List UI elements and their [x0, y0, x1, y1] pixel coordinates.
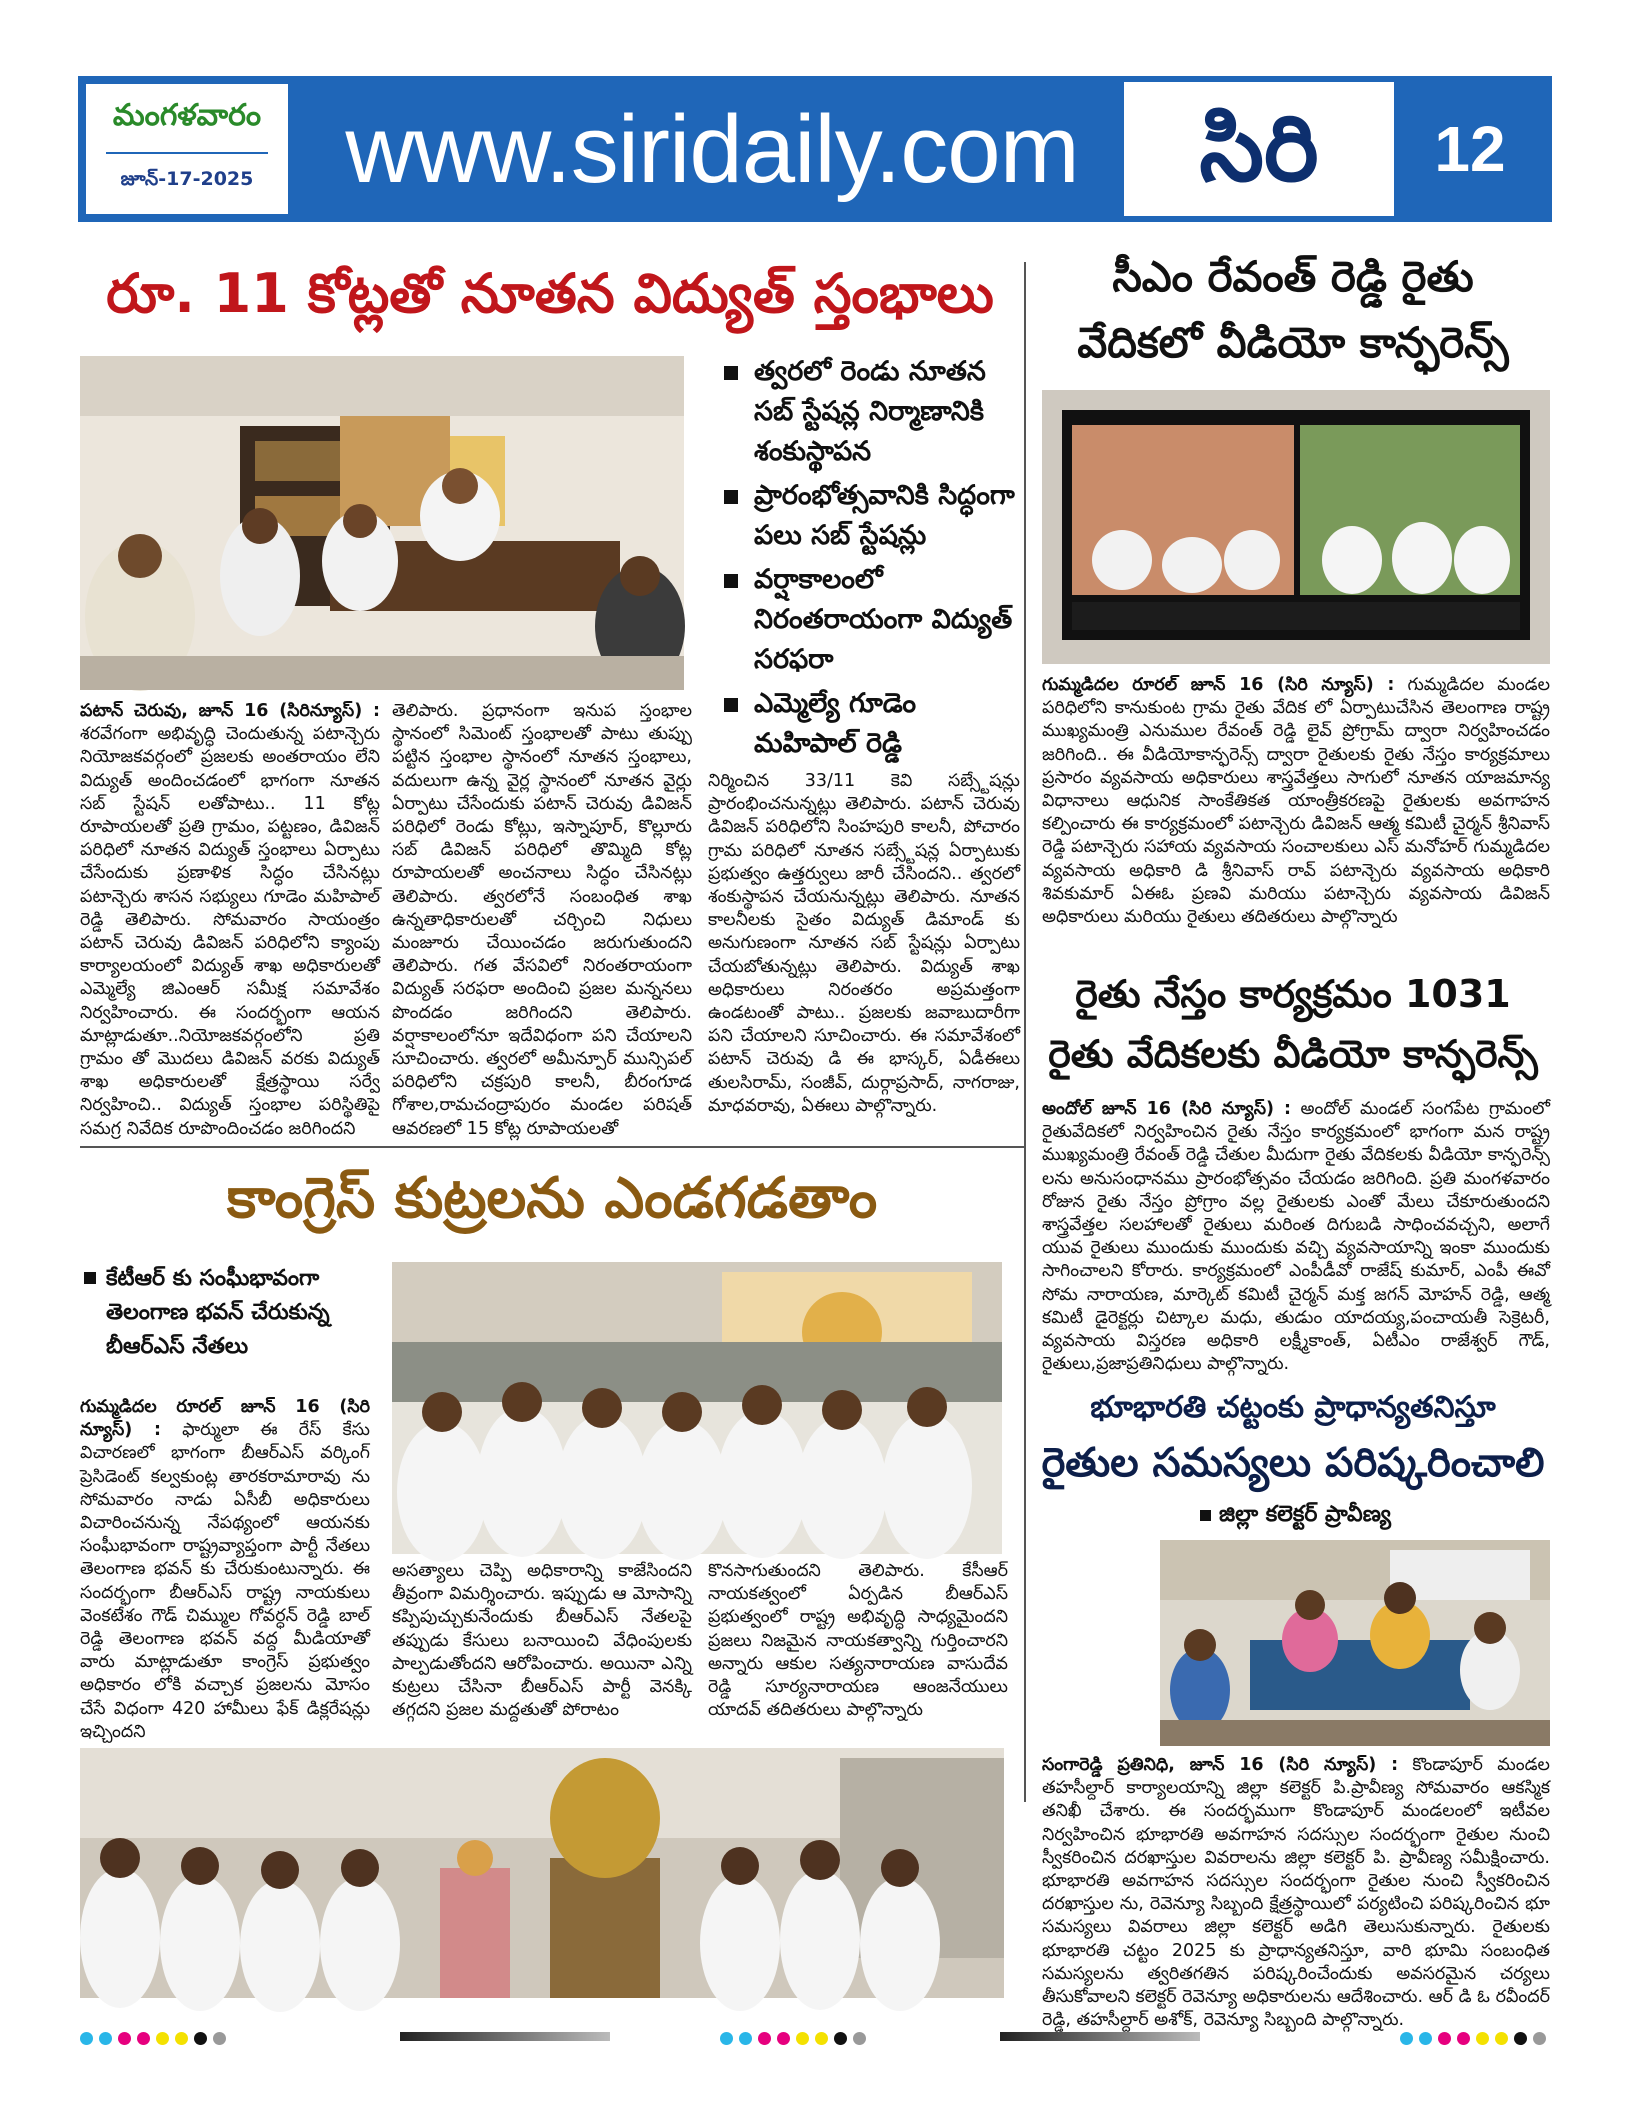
story-dateline: పటాన్ చెరువు, జూన్ 16 (సిరిన్యూస్) :: [80, 701, 380, 721]
headline-bhubharati: రైతుల సమస్యలు పరిష్కరించాలి: [1041, 1440, 1545, 1486]
bullet-square: [1200, 1510, 1211, 1521]
headline-power-poles: రూ. 11 కోట్లతో నూతన విద్యుత్ స్తంభాలు: [106, 262, 994, 325]
photo-collector-inspection: [1160, 1540, 1550, 1746]
day-name: మంగళవారం: [112, 98, 262, 133]
issue-date: జూన్-17-2025: [120, 168, 254, 190]
story-text: శరవేగంగా అభివృద్ధి చెందుతున్న పటాన్చెరు నియోజకవర్గంలో ప్రజలకు అంతరాయం లేని విద్యుత్ అందించడంలో భాగంగా నూతన సబ్ స్టేషన్ లతోపాటు.. 11 కోట్ల రూపాయలతో ప్రతి గ్రామం, పట్టణం, డివిజన్ పరిధిలో నూతన విద్యుత్ స్తంభాలు ఏర్పాటు చేసేందుకు ప్రణాళిక సిద్ధం చేసినట్లు పటాన్చెరు శాసన సభ్యులు గూడెం మహిపాల్ రెడ్డి తెలిపారు. సోమవారం సాయంత్రం పటాన్ చెరువు డివిజన్ పరిధిలోని క్యాంపు కార్యాలయంలో విద్యుత్ శాఖ అధికారులతో ఎమ్మెల్యే జిఎంఆర్ సమీక్ష సమావేశం నిర్వహించారు. ఈ సందర్భంగా ఆయన మాట్లాడుతూ..నియోజకవర్గంలోని ప్రతి గ్రామం తో మొదలు డివిజన్ వరకు విద్యుత్ శాఖ అధికారులతో క్షేత్రస్థాయి సర్వే నిర్వహించి.. విద్యుత్ స్తంభాల పరిస్థితిపై సమగ్ర నివేదిక రూపొందించడం జరిగిందని: [80, 724, 380, 1139]
power-story-highlights: [720, 352, 1020, 768]
rythu-story-body: [1042, 1098, 1550, 1378]
gray-scale-bar-left: [400, 2032, 610, 2041]
highlight-text: జిల్లా కలెక్టర్ ప్రావీణ్య: [1219, 1502, 1391, 1527]
story-dateline: గుమ్మడిదల రూరల్ జూన్ 16 (సిరి న్యూస్) :: [80, 1397, 370, 1441]
bhubharati-story-body: [1042, 1754, 1550, 2031]
color-registration-dots-left: [80, 2030, 232, 2049]
column-divider: [1024, 262, 1026, 1802]
story-dateline: గుమ్మడిదల రూరల్ జూన్ 16 (సిరి న్యూస్) :: [1042, 675, 1395, 695]
highlight-item: వర్షాకాలంలో నిరంతరాయంగా విద్యుత్ సరఫరా: [720, 560, 1020, 680]
power-story-col3: నిర్మించిన 33/11 కెవి సబ్స్టేషన్లు ప్రారంభించనున్నట్లు తెలిపారు. పటాన్ చెరువు డివిజన్ పరిధిలోని సింహపురి కాలనీ, పోచారం గ్రామ పరిధిలో నూతన సబ్స్టేషన్ల ఏర్పాటుకు ప్రభుత్వం ఉత్తర్వులు జారీ చేసిందని.. త్వరలో శంకుస్థాపన చేయనున్నట్లు తెలిపారు. నూతన కాలనీలకు సైతం విద్యుత్ డిమాండ్ కు అనుగుణంగా నూతన సబ్ స్టేషన్లు ఏర్పాటు చేయబోతున్నట్లు తెలిపారు. విద్యుత్ శాఖ అధికారులు నిరంతరం అప్రమత్తంగా ఉండటంతో పాటు.. ప్రజలకు జవాబుదారీగా పని చేయాలని సూచించారు. ఈ సమావేశంలో పటాన్ చెరువు డి ఈ భాస్కర్, ఏడీఈలు తులసిరామ్, సంజీవ్, దుర్గాప్రసాద్, నాగరాజు, మాధవరావు, ఏఈలు పాల్గొన్నారు.: [708, 771, 1020, 1116]
story-text: ఫార్ములా ఈ రేస్ కేసు విచారణలో భాగంగా బీఆర్ఎస్ వర్కింగ్ ప్రెసిడెంట్ కల్వకుంట్ల తారకరామారావు ను సోమవారం నాడు ఏసీబీ అధికారులు విచారించనున్న నేపథ్యంలో ఆయనకు సంఘీభావంగా రాష్ట్రవ్యాప్తంగా పార్టీ నేతలు తెలంగాణ భవన్ కు చేరుకుంటున్నారు. ఈ సందర్భంగా బీఆర్ఎస్ రాష్ట్ర నాయకులు వెంకటేశం గౌడ్ చిమ్ముల గోవర్ధన్ రెడ్డి బాల్ రెడ్డి తెలంగాణ భవన్ వద్ద మీడియాతో వారు మాట్లాడుతూ కాంగ్రెస్ ప్రభుత్వం అధికారం లోకి వచ్చాక ప్రజలను మోసం చేసే విధంగా 420 హామీలు ఫేక్ డిక్లరేషన్లు ఇచ్చిందని: [80, 1420, 370, 1742]
gray-scale-bar-right: [1000, 2032, 1200, 2041]
color-registration-dots-center: [720, 2030, 872, 2049]
cm-story-body: [1042, 674, 1550, 954]
kicker-bhubharati: భూభారతి చట్టంకు ప్రాధాన్యతనిస్తూ: [1090, 1390, 1496, 1425]
highlight-item: ప్రారంభోత్సవానికి సిద్ధంగా పలు సబ్ స్టేషన్లు: [720, 476, 1020, 556]
newspaper-logo: సిరి: [1124, 82, 1394, 216]
story-dateline: సంగారెడ్డి ప్రతినిధి, జూన్ 16 (సిరి న్యూస్) :: [1042, 1755, 1399, 1775]
story-text: గుమ్మడిదల మండల పరిధిలోని కానుకుంట గ్రామ రైతు వేదిక లో ఏర్పాటుచేసిన తెలంగాణ రాష్ట్ర ముఖ్యమంత్రి ఎనుముల రేవంత్ రెడ్డి లైవ్ ప్రోగ్రామ్ ద్వారా నిర్వహించడం జరిగింది.. ఈ వీడియోకాన్ఫరెన్స్ ద్వారా రైతులకు రైతు నేస్తం కార్యక్రమాలు ప్రసారం వ్యవసాయ అధికారులు శాస్త్రవేత్తలు సాగులో నూతన యాజమాన్య విధానాలు ఆధునిక సాంకేతికత యాంత్రీకరణపై రైతులకు అవగాహన కల్పించారు ఈ కార్యక్రమంలో పటాన్చెరు డివిజన్ ఆత్మ కమిటీ చైర్మన్ శ్రీనివాస్ రెడ్డి పటాన్చెరు సహాయ వ్యవసాయ సంచాలకులు ఎస్ మనోహర్ గుమ్మడిదల వ్యవసాయ అధికారి డి శ్రీనివాస్ రావ్ పటాన్చెరు వ్యవసాయ అధికారి శివకుమార్ ఏఈఓ ప్రణవి మరియు పటాన్చెరు వ్యవసాయ డివిజన్ అధికారులు మరియు రైతులు తదితరులు పాల్గొన్నారు: [1042, 675, 1550, 928]
photo-brs-leaders: [392, 1262, 1002, 1554]
bullet-square: [84, 1272, 96, 1284]
congress-story-col1: [80, 1396, 370, 1742]
highlight-text: కేటీఆర్ కు సంఘీభావంగా తెలంగాణ భవన్ చేరుకున్న బీఆర్ఎస్ నేతలు: [106, 1266, 330, 1359]
headline-congress: కాంగ్రెస్ కుట్రలను ఎండగడతాం: [226, 1166, 878, 1231]
site-url[interactable]: www.siridaily.com: [345, 96, 1079, 203]
story-text: అందోల్ మండల్ సంగపేట గ్రామంలో రైతువేదికలో నిర్వహించిన రైతు నేస్తం కార్యక్రమంలో భాగంగా మన రాష్ట్ర ముఖ్యమంత్రి రేవంత్ రెడ్డి చేతుల మీదుగా రైతు వేదికలకు వీడియో కాన్ఫరెన్స్ లను అనుసంధానము ప్రారంభోత్సవం చేయడం జరిగింది. ప్రతి మంగళవారం రోజున రైతు నేస్తం ప్రోగ్రాం వల్ల రైతులకు ఎంతో మేలు చేకూరుతుందని శాస్త్రవేత్తల సలహాలతో రైతులు మరింత దిగుబడి సాధించవచ్చని, అలాగే యువ రైతులు ముందుకు ముందుకు వచ్చి వ్యవసాయాన్ని ఇంకా ముందుకు సాగించాలని కోరారు. కార్యక్రమంలో ఎంపీడీవో రాజేష్ కుమార్, ఎంపీ ఈవో సోమ నారాయణ, మార్కెట్ కమిటీ చైర్మన్ మక్త జగన్ మోహన్ రెడ్డి, ఆత్మ కమిటీ డైరెక్టర్లు చిట్కాల మధు, తుడుం యాదయ్య,పంచాయతీ సెక్రెటరీ, వ్యవసాయ విస్తరణ అధికారి లక్ష్మీకాంత్, ఏటీఎం రాజేశ్వర్ గౌడ్, రైతులు,ప్రజాప్రతినిధులు పాల్గొన్నారు.: [1042, 1099, 1550, 1375]
photo-video-conference: [1042, 390, 1550, 664]
headline-rythu-line2: రైతు వేదికలకు వీడియో కాన్ఫరెన్స్: [1048, 1032, 1538, 1076]
headline-cm-line2: వేదికలో వీడియో కాన్ఫరెన్స్: [1077, 318, 1509, 367]
highlight-item: ఎమ్మెల్యే గూడెం మహిపాల్ రెడ్డి: [720, 684, 1020, 764]
headline-cm-line1: సీఎం రేవంత్ రెడ్డి రైతు: [1112, 252, 1474, 301]
page-number: 12: [1434, 113, 1506, 185]
power-story-col1: [80, 700, 380, 1140]
date-divider: [106, 152, 268, 154]
headline-rythu-line1: రైతు నేస్తం కార్యక్రమం 1031: [1075, 972, 1511, 1016]
story-dateline: అందోల్ జూన్ 16 (సిరి న్యూస్) :: [1042, 1099, 1292, 1119]
color-registration-dots-right: [1400, 2030, 1552, 2049]
story-text: కొండాపూర్ మండల తహసీల్దార్ కార్యాలయాన్ని జిల్లా కలెక్టర్ పి.ప్రావీణ్య సోమవారం ఆకస్మిక తనిఖీ చేశారు. ఈ సందర్భముగా కొండాపూర్ మండలంలో ఇటీవల నిర్వహించిన భూభారతి అవగాహన సదస్సుల సందర్భంగా రైతుల నుంచి స్వీకరించిన దరఖాస్తుల వివరాలను జిల్లా కలెక్టర్ పి. ప్రావీణ్య సమీక్షించారు. భూభారతి అవగాహన సదస్సుల సందర్భంగా రైతుల నుంచి స్వీకరించిన దరఖాస్తుల ను, రెవెన్యూ సిబ్బంది క్షేత్రస్థాయిలో పర్యటించి పరిష్కరించిన భూ సమస్యలు వివరాలు జిల్లా కలెక్టర్ అడిగి తెలుసుకున్నారు. రైతులకు భూభారతి చట్టం 2025 కు ప్రాధాన్యతనిస్తూ, వారి భూమి సంబంధిత సమస్యలను త్వరితగతిన పరిష్కరించేందుకు అవసరమైన చర్యలు తీసుకోవాలని కలెక్టర్ రెవెన్యూ అధికారులను ఆదేశించారు. ఆర్ డి ఓ రవీందర్ రెడ్డి, తహసీల్దార్ అశోక్, రెవెన్యూ సిబ్బంది పాల్గొన్నారు.: [1042, 1755, 1550, 2031]
congress-story-col2: అసత్యాలు చెప్పి అధికారాన్ని కాజేసిందని తీవ్రంగా విమర్శించారు. ఇప్పుడు ఆ మోసాన్ని కప్పిపుచ్చుకునేందుకు బీఆర్ఎస్ నేతలపై తప్పుడు కేసులు బనాయించి వేధింపులకు పాల్పడుతోందని ఆరోపించారు. అయినా ఎన్ని కుట్రలు చేసినా బీఆర్ఎస్ పార్టీ వెనక్కి తగ్గదని ప్రజల మద్దతుతో పోరాటం: [392, 1561, 692, 1721]
photo-review-meeting: [80, 356, 684, 690]
bhubharati-highlight: [1200, 1500, 1540, 1530]
congress-story-col3: కొనసాగుతుందని తెలిపారు. కేసీఆర్ నాయకత్వంలో ఏర్పడిన బీఆర్ఎస్ ప్రభుత్వంలో రాష్ట్ర అభివృద్ధి సాధ్యమైందని ప్రజలు నిజమైన నాయకత్వాన్ని గుర్తించారని అన్నారు ఆకుల సత్యనారాయణ వాసుదేవ రెడ్డి సూర్యనారాయణ ఆంజనేయులు యాదవ్ తదితరులు పాల్గొన్నారు: [708, 1561, 1008, 1721]
highlight-item: త్వరలో రెండు నూతన సబ్ స్టేషన్ల నిర్మాణానికి శంకుస్థాపన: [720, 352, 1020, 472]
power-story-col2: తెలిపారు. ప్రధానంగా ఇనుప స్తంభాల స్థానంలో సిమెంట్ స్తంభాలతో పాటు తుప్పు పట్టిన స్తంభాల స్థానంలో నూతన స్తంభాలు, వదులుగా ఉన్న వైర్ల స్థానంలో నూతన వైర్లు ఏర్పాటు చేసేందుకు పటాన్ చెరువు డివిజన్ పరిధిలో రెండు కోట్లు, ఇస్నాపూర్, కొల్లూరు సబ్ డివిజన్ పరిధిలో తొమ్మిది కోట్ల రూపాయలతో అంచనాలు సిద్ధం చేసినట్లు తెలిపారు. త్వరలోనే సంబంధిత శాఖ ఉన్నతాధికారులతో చర్చించి నిధులు మంజూరు చేయించడం జరుగుతుందని తెలిపారు. గత వేసవిలో నిరంతరాయంగా విద్యుత్ సరఫరా అందించి ప్రజల మన్ననలు పొందడం జరిగిందని తెలిపారు. వర్షాకాలంలోనూ ఇదేవిధంగా పని చేయాలని సూచించారు. త్వరలో అమీన్పూర్ మున్సిపల్ పరిధిలోని చక్రపురి కాలనీ, బీరంగూడ గోశాల,రామచంద్రాపురం మండల పరిషత్ ఆవరణలో 15 కోట్ల రూపాయలతో: [392, 701, 692, 1139]
congress-highlight: [80, 1262, 380, 1364]
photo-telangana-bhavan: [80, 1748, 1004, 1998]
section-divider: [80, 1146, 1024, 1148]
